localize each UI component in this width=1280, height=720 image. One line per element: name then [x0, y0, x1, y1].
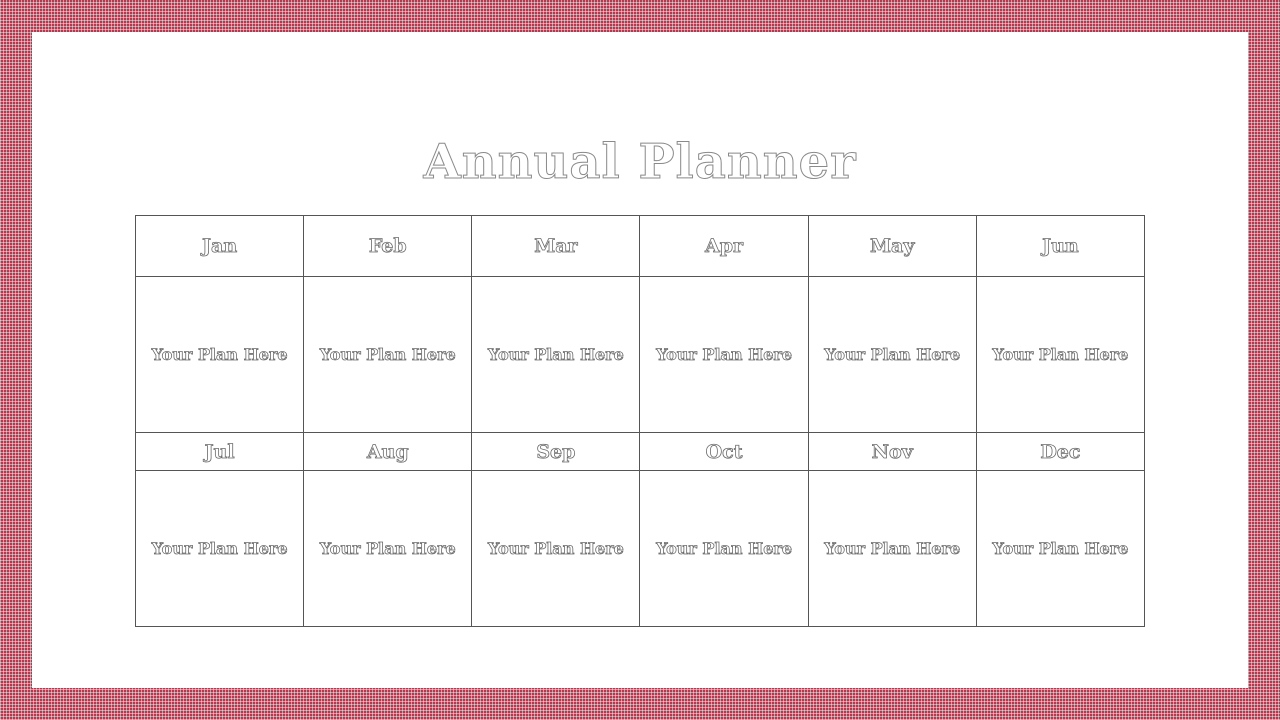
plan-cell-jan[interactable]: Your Plan Here	[136, 277, 304, 433]
plan-cell-aug[interactable]: Your Plan Here	[304, 471, 472, 627]
month-header-jul: Jul	[136, 433, 304, 471]
month-header-apr: Apr	[640, 216, 808, 277]
month-header-mar: Mar	[472, 216, 640, 277]
plan-cell-jun[interactable]: Your Plan Here	[976, 277, 1144, 433]
plan-cell-dec[interactable]: Your Plan Here	[976, 471, 1144, 627]
month-header-aug: Aug	[304, 433, 472, 471]
plan-cell-jul[interactable]: Your Plan Here	[136, 471, 304, 627]
plan-cell-oct[interactable]: Your Plan Here	[640, 471, 808, 627]
month-header-sep: Sep	[472, 433, 640, 471]
page-title: Annual Planner	[423, 134, 857, 190]
plan-row	[136, 277, 1145, 433]
month-header-dec: Dec	[976, 433, 1144, 471]
month-header-nov: Nov	[808, 433, 976, 471]
month-header-feb: Feb	[304, 216, 472, 277]
month-header-jun: Jun	[976, 216, 1144, 277]
plan-cell-sep[interactable]: Your Plan Here	[472, 471, 640, 627]
plan-cell-nov[interactable]: Your Plan Here	[808, 471, 976, 627]
month-header-row	[136, 433, 1145, 471]
month-header-may: May	[808, 216, 976, 277]
plan-cell-apr[interactable]: Your Plan Here	[640, 277, 808, 433]
plan-cell-mar[interactable]: Your Plan Here	[472, 277, 640, 433]
plan-cell-feb[interactable]: Your Plan Here	[304, 277, 472, 433]
month-header-oct: Oct	[640, 433, 808, 471]
month-header-row	[136, 216, 1145, 277]
plan-row	[136, 471, 1145, 627]
planner-table	[135, 215, 1145, 627]
plan-cell-may[interactable]: Your Plan Here	[808, 277, 976, 433]
planner-page	[32, 32, 1248, 688]
month-header-jan: Jan	[136, 216, 304, 277]
